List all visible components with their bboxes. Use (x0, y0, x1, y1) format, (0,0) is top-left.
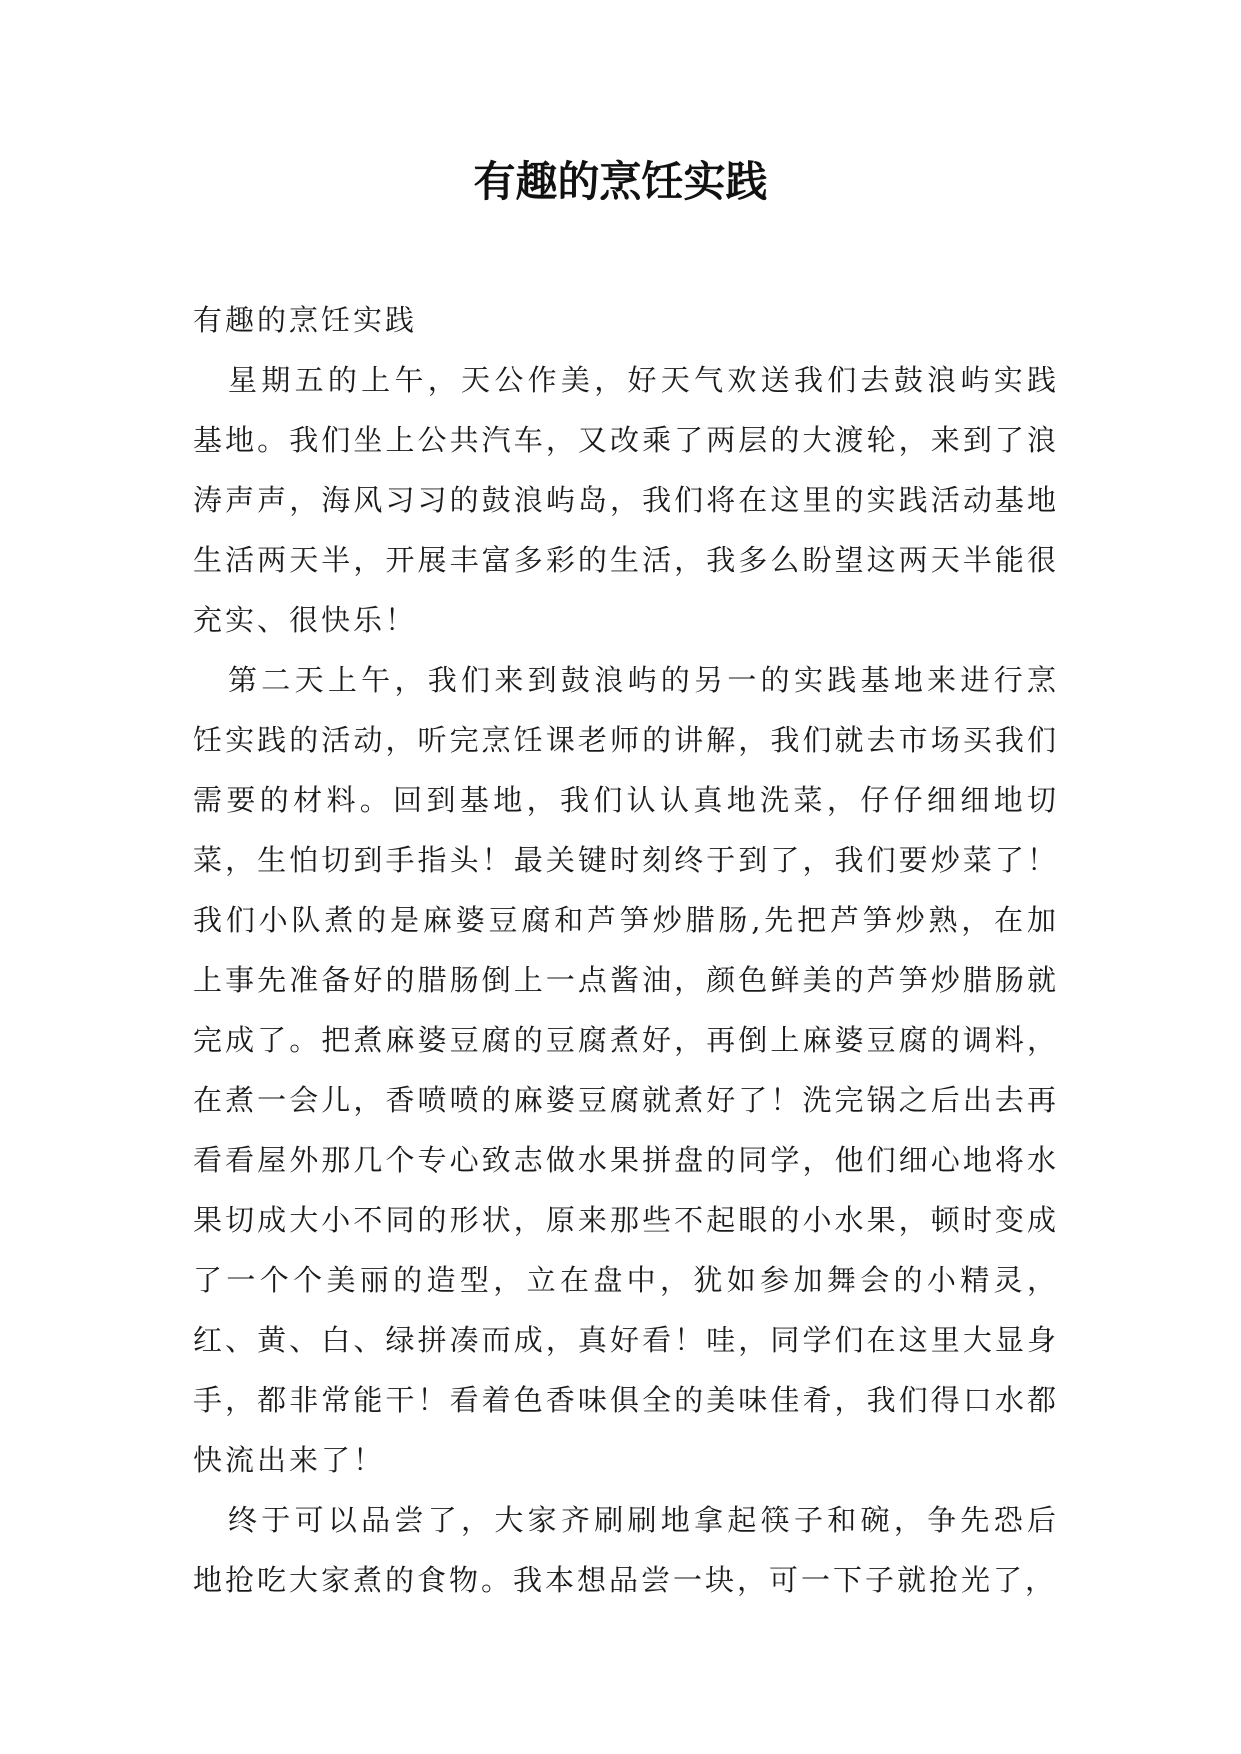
paragraph: 终于可以品尝了，大家齐刷刷地拿起筷子和碗，争先恐后地抢吃大家煮的食物。我本想品尝一块，可一下子就抢光了， (193, 1503, 1059, 1597)
body-heading: 有趣的烹饪实践 (193, 303, 418, 337)
document-title: 有趣的烹饪实践 (473, 157, 768, 206)
paragraph: 星期五的上午，天公作美，好天气欢送我们去鼓浪屿实践基地。我们坐上公共汽车，又改乘了两层的大渡轮，来到了浪涛声声，海风习习的鼓浪屿岛，我们将在这里的实践活动基地生活两天半，开展丰富多彩的生活，我多么盼望这两天半能很充实、很快乐！ (193, 363, 1059, 637)
paragraph: 第二天上午，我们来到鼓浪屿的另一的实践基地来进行烹饪实践的活动，听完烹饪课老师的讲解，我们就去市场买我们需要的材料。回到基地，我们认认真地洗菜，仔仔细细地切菜，生怕切到手指头！最关键时刻终于到了，我们要炒菜了！我们小队煮的是麻婆豆腐和芦笋炒腊肠,先把芦笋炒熟，在加上事先准备好的腊肠倒上一点酱油，颜色鲜美的芦笋炒腊肠就完成了。把煮麻婆豆腐的豆腐煮好，再倒上麻婆豆腐的调料，在煮一会儿，香喷喷的麻婆豆腐就煮好了！洗完锅之后出去再看看屋外那几个专心致志做水果拼盘的同学，他们细心地将水果切成大小不同的形状，原来那些不起眼的小水果，顿时变成了一个个美丽的造型，立在盘中，犹如参加舞会的小精灵，红、黄、白、绿拼凑而成，真好看！哇，同学们在这里大显身手，都非常能干！看着色香味俱全的美味佳肴，我们得口水都快流出来了！ (193, 663, 1059, 1477)
document-body (193, 290, 1059, 1610)
